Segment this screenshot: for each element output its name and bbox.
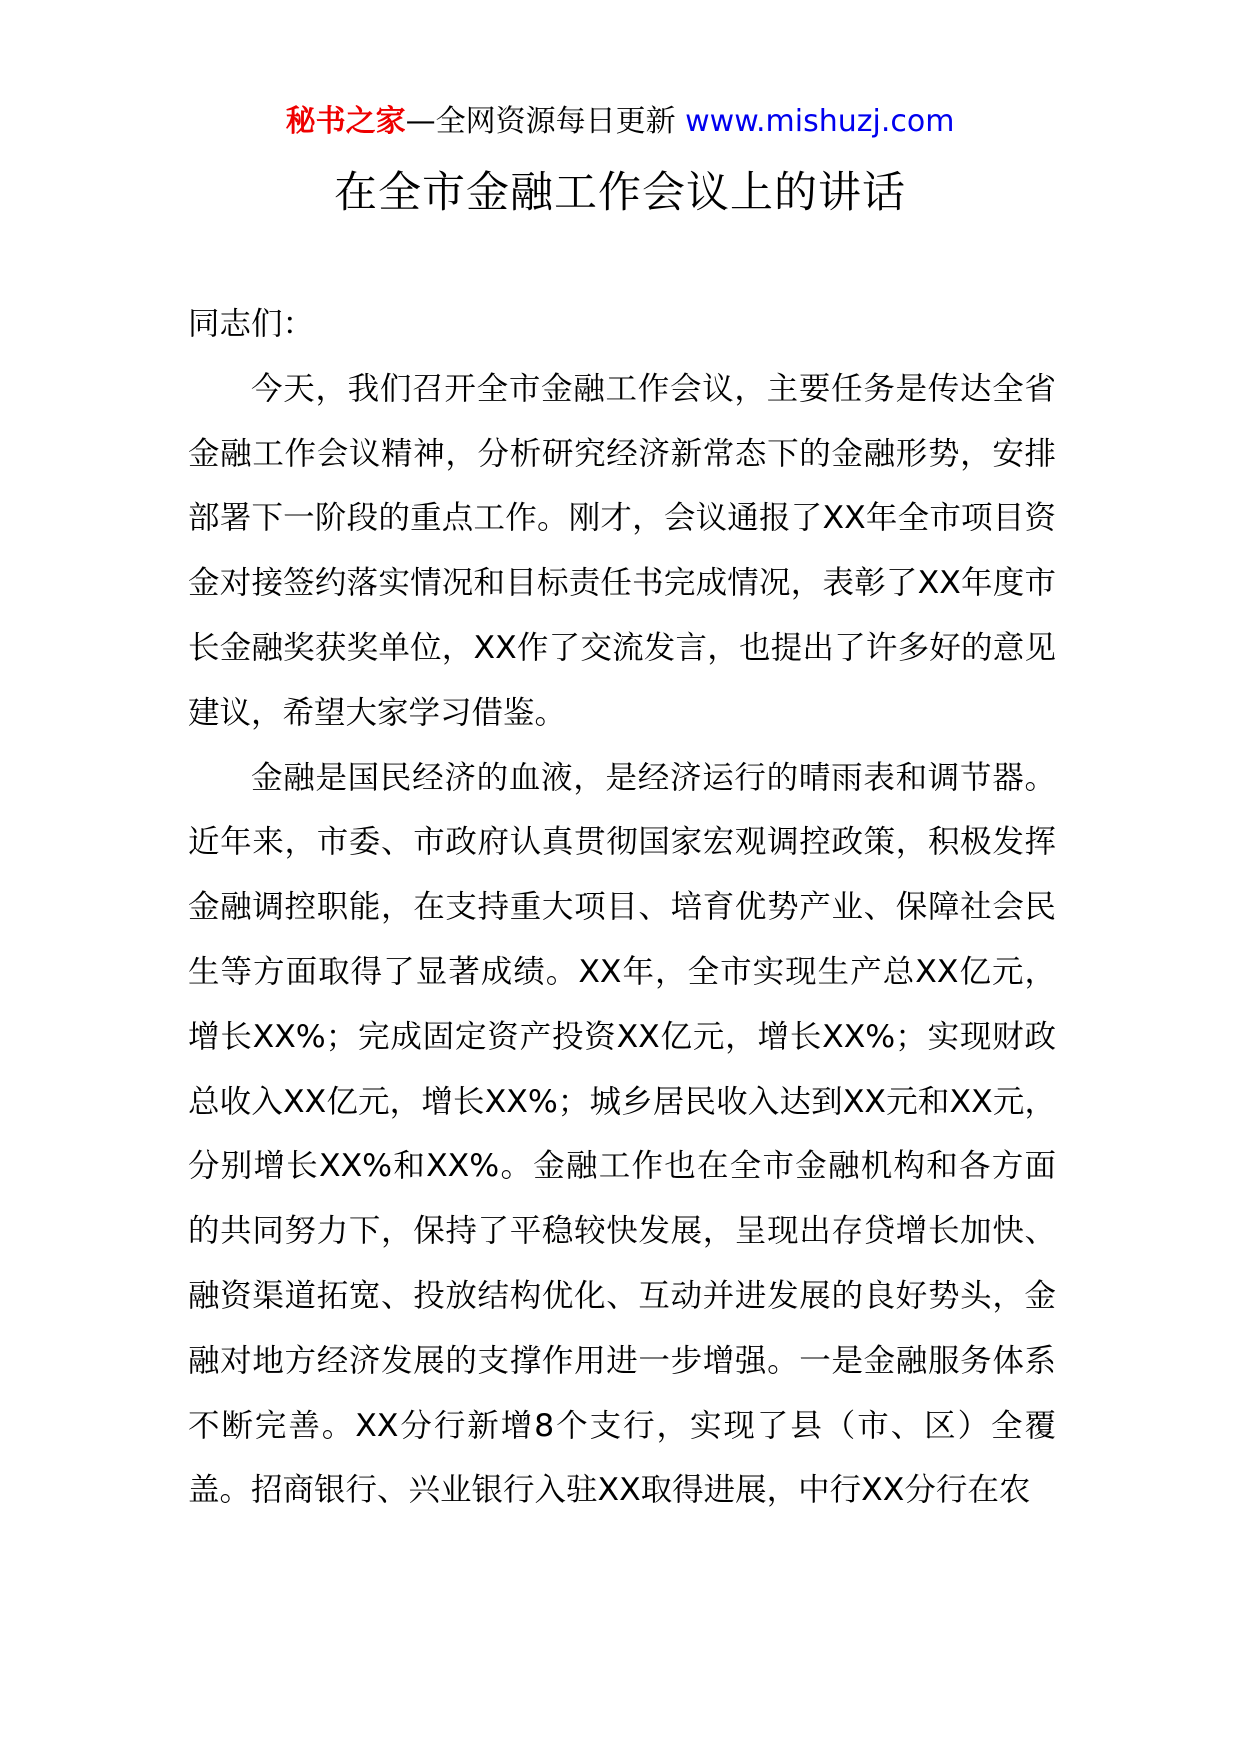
site-tagline: —全网资源每日更新 <box>405 104 686 139</box>
paragraph-1: 今天，我们召开全市金融工作会议，主要任务是传达全省金融工作会议精神，分析研究经济新常态下的金融形势，安排部署下一阶段的重点工作。刚才，会议通报了XX年全市项目资金对接签约落实情况和目标责任书完成情况，表彰了XX年度市长金融奖获奖单位，XX作了交流发言，也提出了许多好的意见建议，希望大家学习借鉴。 <box>188 370 1056 731</box>
site-header <box>0 100 1240 144</box>
site-url-link[interactable]: www.mishuzj.com <box>685 104 955 139</box>
document-title: 在全市金融工作会议上的讲话 <box>334 168 906 218</box>
site-brand: 秘书之家 <box>285 104 406 139</box>
paragraph-2: 金融是国民经济的血液，是经济运行的晴雨表和调节器。近年来，市委、市政府认真贯彻国家宏观调控政策，积极发挥金融调控职能，在支持重大项目、培育优势产业、保障社会民生等方面取得了显著成绩。XX年，全市实现生产总XX亿元，增长XX%；完成固定资产投资XX亿元，增长XX%；实现财政总收入XX亿元，增长XX%；城乡居民收入达到XX元和XX元，分别增长XX%和XX%。金融工作也在全市金融机构和各方面的共同努力下，保持了平稳较快发展，呈现出存贷增长加快、融资渠道拓宽、投放结构优化、互动并进发展的良好势头，金融对地方经济发展的支撑作用进一步增强。一是金融服务体系不断完善。XX分行新增8个支行，实现了县（市、区）全覆盖。招商银行、兴业银行入驻XX取得进展，中行XX分行在农 <box>188 759 1056 1509</box>
document-body <box>188 292 1056 1523</box>
salutation: 同志们： <box>188 306 315 342</box>
